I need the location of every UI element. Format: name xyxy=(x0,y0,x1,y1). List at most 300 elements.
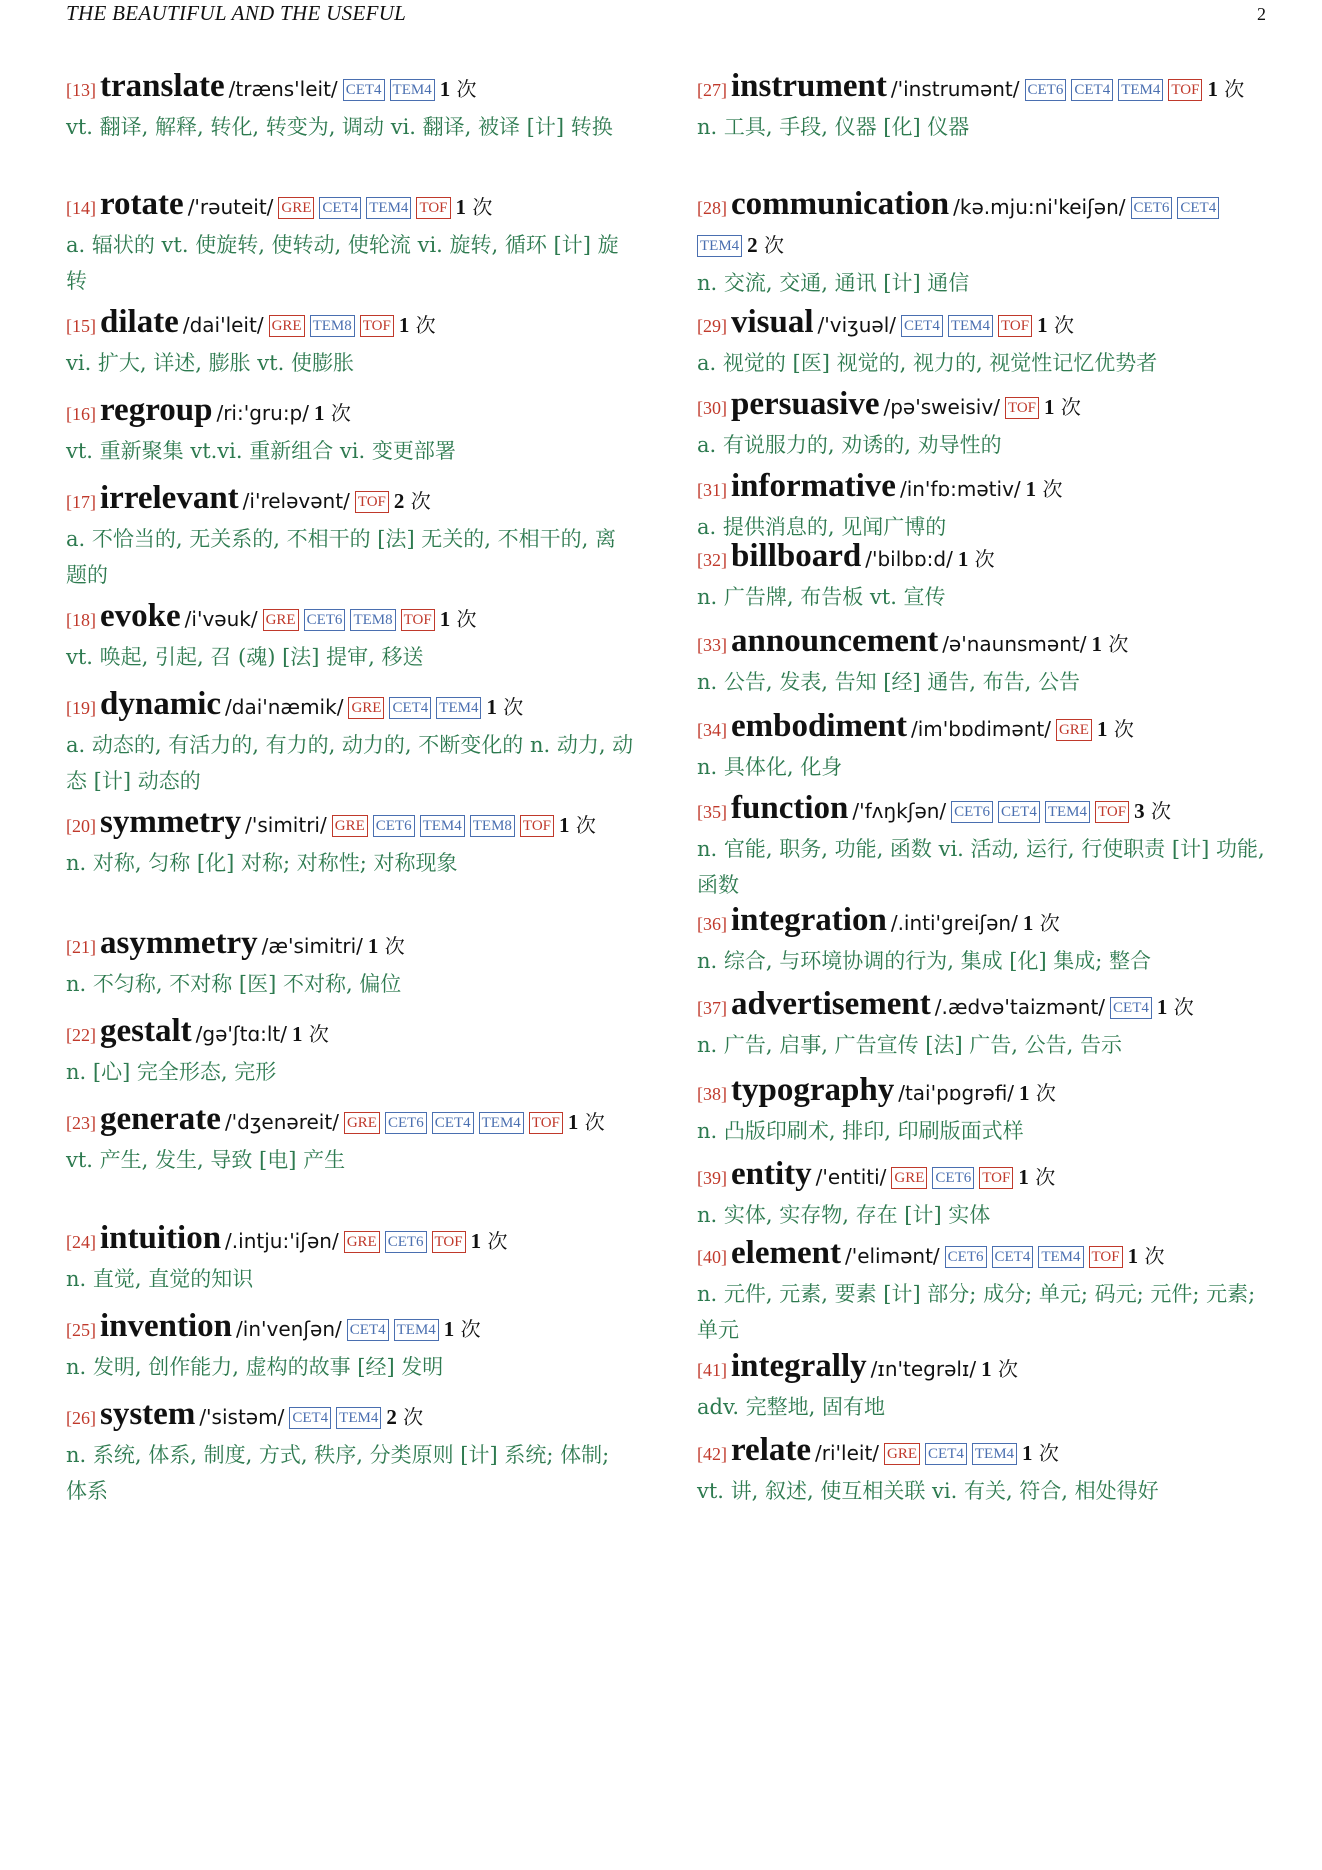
exam-tag-gre: GRE xyxy=(269,315,305,337)
word-entry xyxy=(697,68,1267,145)
frequency-count: 1 次 xyxy=(398,313,436,337)
frequency-count: 1 次 xyxy=(1091,632,1129,656)
count-number: 1 xyxy=(1156,995,1168,1019)
headword: irrelevant xyxy=(100,480,239,516)
exam-tag-tem4: TEM4 xyxy=(366,197,411,219)
definition: n. 综合, 与环境协调的行为, 集成 [化] 集成; 整合 xyxy=(697,949,1152,973)
phonetic: /.inti'greiʃən/ xyxy=(890,911,1018,935)
frequency-count: 1 次 xyxy=(1044,395,1081,419)
entry-headline xyxy=(697,1156,1267,1197)
entry-index: [13] xyxy=(66,80,96,100)
entry-headline xyxy=(697,623,1267,664)
entry-headline xyxy=(66,392,636,433)
word-entry xyxy=(697,708,1267,785)
entry-index: [28] xyxy=(697,198,727,218)
entry-index: [31] xyxy=(697,480,727,500)
entry-index: [14] xyxy=(66,198,96,218)
exam-tag-cet4: CET4 xyxy=(992,1246,1034,1268)
headword: announcement xyxy=(731,623,939,659)
word-entry xyxy=(66,598,636,675)
frequency-count: 1 次 xyxy=(559,813,596,837)
exam-tag-cet4: CET4 xyxy=(432,1112,474,1134)
exam-tag-tem4: TEM4 xyxy=(420,815,465,837)
count-number: 1 xyxy=(957,547,969,571)
frequency-count: 1 次 xyxy=(486,695,524,719)
headword: symmetry xyxy=(100,804,242,840)
definition: n. 不匀称, 不对称 [医] 不对称, 偏位 xyxy=(66,972,402,996)
frequency-count: 1 次 xyxy=(1127,1244,1165,1268)
page-header xyxy=(66,0,1266,36)
definition: a. 有说服力的, 劝诱的, 劝导性的 xyxy=(697,433,1002,457)
exam-tag-tem4: TEM4 xyxy=(336,1407,381,1429)
phonetic: /ri:'gru:p/ xyxy=(216,401,309,425)
definition: a. 辐状的 vt. 使旋转, 使转动, 使轮流 vi. 旋转, 循环 [计] 旋转 xyxy=(66,233,619,293)
entry-headline xyxy=(66,1396,636,1437)
count-number: 1 xyxy=(567,1110,579,1134)
frequency-count: 1 次 xyxy=(470,1229,508,1253)
entry-index: [18] xyxy=(66,610,96,630)
headword: dynamic xyxy=(100,686,222,722)
frequency-count: 1 次 xyxy=(1207,77,1245,101)
headword: integration xyxy=(731,902,887,938)
exam-tag-tof: TOF xyxy=(416,197,450,219)
exam-tag-tem4: TEM4 xyxy=(479,1112,524,1134)
frequency-count: 1 次 xyxy=(455,195,493,219)
frequency-count: 1 次 xyxy=(1022,1441,1059,1465)
frequency-count: 1 次 xyxy=(439,77,477,101)
frequency-count: 1 次 xyxy=(292,1022,329,1046)
definition: n. [心] 完全形态, 完形 xyxy=(66,1060,277,1084)
headword: gestalt xyxy=(100,1013,192,1049)
entry-headline xyxy=(697,468,1267,509)
headword: advertisement xyxy=(731,986,931,1022)
exam-tag-tof: TOF xyxy=(1089,1246,1123,1268)
frequency-count: 2 次 xyxy=(393,489,431,513)
headword: function xyxy=(731,790,849,826)
count-number: 1 xyxy=(981,1357,992,1381)
headword: persuasive xyxy=(731,386,880,422)
entry-headline xyxy=(66,925,636,966)
exam-tag-tof: TOF xyxy=(401,609,435,631)
entry-index: [41] xyxy=(697,1360,727,1380)
count-number: 1 xyxy=(398,313,410,337)
word-entry xyxy=(697,1432,1267,1509)
word-entry xyxy=(66,480,636,593)
headword: element xyxy=(731,1235,841,1271)
word-entry xyxy=(66,304,636,381)
count-number: 1 xyxy=(470,1229,482,1253)
phonetic: /dai'leit/ xyxy=(182,313,264,337)
entry-headline xyxy=(66,68,636,109)
phonetic: /'simitri/ xyxy=(245,813,327,837)
exam-tag-gre: GRE xyxy=(278,197,314,219)
exam-tag-cet4: CET4 xyxy=(289,1407,331,1429)
frequency-count: 1 次 xyxy=(957,547,995,571)
word-entry xyxy=(697,1072,1267,1149)
exam-tag-tem8: TEM8 xyxy=(470,815,515,837)
exam-tag-cet4: CET4 xyxy=(319,197,361,219)
word-entry xyxy=(66,686,636,799)
count-number: 2 xyxy=(747,233,758,257)
definition: n. 官能, 职务, 功能, 函数 vi. 活动, 运行, 行使职责 [计] 功能, 函数 xyxy=(697,837,1265,897)
entry-headline xyxy=(697,1072,1267,1113)
definition: vt. 唤起, 引起, 召 (魂) [法] 提审, 移送 xyxy=(66,645,424,669)
definition: n. 交流, 交通, 通讯 [计] 通信 xyxy=(697,271,970,295)
count-number: 1 xyxy=(559,813,570,837)
phonetic: /i'reləvənt/ xyxy=(242,489,350,513)
entry-headline xyxy=(697,1235,1267,1276)
definition: vt. 产生, 发生, 导致 [电] 产生 xyxy=(66,1148,346,1172)
entry-headline xyxy=(66,1101,636,1142)
definition: n. 广告牌, 布告板 vt. 宣传 xyxy=(697,585,946,609)
frequency-count: 1 次 xyxy=(1096,717,1134,741)
word-entry xyxy=(697,386,1267,463)
exam-tag-gre: GRE xyxy=(891,1167,927,1189)
entry-headline xyxy=(66,480,636,521)
count-number: 1 xyxy=(1091,632,1102,656)
frequency-count: 1 次 xyxy=(1019,1081,1056,1105)
headword: typography xyxy=(731,1072,895,1108)
phonetic: /im'bɒdimənt/ xyxy=(911,717,1051,741)
exam-tag-cet6: CET6 xyxy=(951,801,993,823)
count-number: 1 xyxy=(1044,395,1055,419)
exam-tag-tof: TOF xyxy=(1168,79,1202,101)
count-number: 1 xyxy=(314,401,325,425)
entry-headline xyxy=(697,386,1267,427)
headword: informative xyxy=(731,468,896,504)
entry-headline xyxy=(697,186,1267,265)
exam-tag-cet6: CET6 xyxy=(945,1246,987,1268)
exam-tag-cet6: CET6 xyxy=(932,1167,974,1189)
entry-headline xyxy=(66,1220,636,1261)
definition: vt. 讲, 叙述, 使互相关联 vi. 有关, 符合, 相处得好 xyxy=(697,1479,1159,1503)
entry-index: [38] xyxy=(697,1084,727,1104)
phonetic: /'elimənt/ xyxy=(844,1244,940,1268)
entry-index: [25] xyxy=(66,1320,96,1340)
definition: adv. 完整地, 固有地 xyxy=(697,1395,886,1419)
exam-tag-tem8: TEM8 xyxy=(310,315,355,337)
entry-headline xyxy=(697,708,1267,749)
word-entry xyxy=(66,1308,636,1385)
page-number: 2 xyxy=(1257,4,1266,24)
running-title: THE BEAUTIFUL AND THE USEFUL xyxy=(66,1,407,25)
headword: entity xyxy=(731,1156,812,1192)
definition: n. 公告, 发表, 告知 [经] 通告, 布告, 公告 xyxy=(697,670,1081,694)
headword: visual xyxy=(731,304,814,340)
exam-tag-tem8: TEM8 xyxy=(350,609,395,631)
exam-tag-cet4: CET4 xyxy=(343,79,385,101)
exam-tag-tem4: TEM4 xyxy=(394,1319,439,1341)
word-entry xyxy=(66,804,636,881)
headword: evoke xyxy=(100,598,181,634)
phonetic: /'sistəm/ xyxy=(199,1405,285,1429)
exam-tag-gre: GRE xyxy=(884,1443,920,1465)
exam-tag-cet4: CET4 xyxy=(347,1319,389,1341)
definition: n. 工具, 手段, 仪器 [化] 仪器 xyxy=(697,115,970,139)
exam-tag-tof: TOF xyxy=(432,1231,466,1253)
frequency-count: 1 次 xyxy=(1022,911,1060,935)
phonetic: /æ'simitri/ xyxy=(261,934,363,958)
entry-headline xyxy=(697,902,1267,943)
headword: relate xyxy=(731,1432,812,1468)
definition: n. 元件, 元素, 要素 [计] 部分; 成分; 单元; 码元; 元件; 元素; 单元 xyxy=(697,1282,1256,1342)
phonetic: /ə'naunsmənt/ xyxy=(942,632,1087,656)
phonetic: /.intju:'iʃən/ xyxy=(225,1229,339,1253)
headword: dilate xyxy=(100,304,179,340)
count-number: 1 xyxy=(367,934,379,958)
frequency-count: 2 次 xyxy=(747,233,785,257)
count-number: 1 xyxy=(1127,1244,1139,1268)
entry-headline xyxy=(66,686,636,727)
count-number: 1 xyxy=(1019,1081,1030,1105)
count-number: 1 xyxy=(292,1022,303,1046)
entry-index: [40] xyxy=(697,1247,727,1267)
entry-index: [35] xyxy=(697,802,727,822)
exam-tag-cet4: CET4 xyxy=(1177,197,1219,219)
count-number: 2 xyxy=(393,489,405,513)
word-entry xyxy=(66,186,636,299)
definition: n. 广告, 启事, 广告宣传 [法] 广告, 公告, 告示 xyxy=(697,1033,1123,1057)
entry-headline xyxy=(66,1013,636,1054)
frequency-count: 1 次 xyxy=(443,1317,481,1341)
exam-tag-gre: GRE xyxy=(348,697,384,719)
count-number: 1 xyxy=(1025,477,1037,501)
headword: invention xyxy=(100,1308,233,1344)
headword: embodiment xyxy=(731,708,907,744)
definition: n. 发明, 创作能力, 虚构的故事 [经] 发明 xyxy=(66,1355,444,1379)
count-number: 1 xyxy=(443,1317,455,1341)
word-entry xyxy=(697,468,1267,545)
exam-tag-tof: TOF xyxy=(355,491,389,513)
exam-tag-cet6: CET6 xyxy=(1025,79,1067,101)
count-number: 1 xyxy=(486,695,497,719)
definition: n. 直觉, 直觉的知识 xyxy=(66,1267,254,1291)
frequency-count: 1 次 xyxy=(981,1357,1018,1381)
entry-headline xyxy=(697,986,1267,1027)
phonetic: /'viʒuəl/ xyxy=(817,313,897,337)
word-entry xyxy=(697,304,1267,381)
phonetic: /ɪn'tegrəlɪ/ xyxy=(870,1357,977,1381)
exam-tag-cet4: CET4 xyxy=(389,697,431,719)
definition: vi. 扩大, 详述, 膨胀 vt. 使膨胀 xyxy=(66,351,354,375)
exam-tag-gre: GRE xyxy=(344,1231,380,1253)
frequency-count: 1 次 xyxy=(439,607,477,631)
word-entry xyxy=(697,1235,1267,1348)
phonetic: /gə'ʃtɑ:lt/ xyxy=(195,1022,288,1046)
phonetic: /in'fɒ:mətiv/ xyxy=(899,477,1021,501)
definition: n. 实体, 实存物, 存在 [计] 实体 xyxy=(697,1203,991,1227)
entry-index: [29] xyxy=(697,316,727,336)
word-entry xyxy=(66,1220,636,1297)
word-entry xyxy=(66,1101,636,1178)
entry-headline xyxy=(66,598,636,639)
phonetic: /'fʌŋkʃən/ xyxy=(852,799,947,823)
entry-headline xyxy=(66,304,636,345)
frequency-count: 3 次 xyxy=(1134,799,1171,823)
word-entry xyxy=(66,1396,636,1509)
exam-tag-tem4: TEM4 xyxy=(436,697,481,719)
word-entry xyxy=(66,1013,636,1090)
frequency-count: 1 次 xyxy=(1156,995,1194,1019)
definition: a. 动态的, 有活力的, 有力的, 动力的, 不断变化的 n. 动力, 动态 [计] 动态的 xyxy=(66,733,634,793)
word-entry xyxy=(697,986,1267,1063)
entry-index: [33] xyxy=(697,635,727,655)
definition: a. 不恰当的, 无关系的, 不相干的 [法] 无关的, 不相干的, 离题的 xyxy=(66,527,617,587)
entry-headline xyxy=(697,1348,1267,1389)
count-number: 1 xyxy=(1022,911,1034,935)
exam-tag-tem4: TEM4 xyxy=(697,235,742,257)
exam-tag-tem4: TEM4 xyxy=(948,315,993,337)
headword: asymmetry xyxy=(100,925,258,961)
definition: n. 凸版印刷术, 排印, 印刷版面式样 xyxy=(697,1119,1024,1143)
entry-index: [39] xyxy=(697,1168,727,1188)
entry-index: [21] xyxy=(66,937,96,957)
entry-headline xyxy=(697,68,1267,109)
definition: vt. 重新聚集 vt.vi. 重新组合 vi. 变更部署 xyxy=(66,439,456,463)
entry-index: [27] xyxy=(697,80,727,100)
entry-index: [17] xyxy=(66,492,96,512)
headword: instrument xyxy=(731,68,887,104)
entry-headline xyxy=(66,186,636,227)
count-number: 1 xyxy=(1018,1165,1029,1189)
word-entry xyxy=(66,68,636,145)
exam-tag-tof: TOF xyxy=(979,1167,1013,1189)
headword: system xyxy=(100,1396,196,1432)
exam-tag-cet4: CET4 xyxy=(1071,79,1113,101)
phonetic: /'entiti/ xyxy=(815,1165,887,1189)
phonetic: /ri'leit/ xyxy=(815,1441,880,1465)
word-entry xyxy=(697,186,1267,301)
headword: intuition xyxy=(100,1220,222,1256)
exam-tag-gre: GRE xyxy=(1056,719,1092,741)
phonetic: /kə.mju:ni'keiʃən/ xyxy=(953,195,1126,219)
exam-tag-cet6: CET6 xyxy=(385,1112,427,1134)
exam-tag-cet4: CET4 xyxy=(998,801,1040,823)
count-number: 2 xyxy=(386,1405,397,1429)
headword: integrally xyxy=(731,1348,867,1384)
count-number: 1 xyxy=(1037,313,1048,337)
count-number: 1 xyxy=(439,607,451,631)
definition: n. 对称, 匀称 [化] 对称; 对称性; 对称现象 xyxy=(66,851,458,875)
exam-tag-cet6: CET6 xyxy=(373,815,415,837)
definition: vt. 翻译, 解释, 转化, 转变为, 调动 vi. 翻译, 被译 [计] 转换 xyxy=(66,115,613,139)
headword: translate xyxy=(100,68,225,104)
word-entry xyxy=(697,902,1267,979)
frequency-count: 1 次 xyxy=(567,1110,605,1134)
exam-tag-cet6: CET6 xyxy=(304,609,346,631)
headword: billboard xyxy=(731,538,862,574)
headword: generate xyxy=(100,1101,221,1137)
definition: a. 提供消息的, 见闻广博的 xyxy=(697,515,947,539)
headword: regroup xyxy=(100,392,213,428)
exam-tag-cet6: CET6 xyxy=(385,1231,427,1253)
entry-headline xyxy=(697,1432,1267,1473)
word-entry xyxy=(697,1348,1267,1425)
phonetic: /'instrumənt/ xyxy=(890,77,1020,101)
exam-tag-cet6: CET6 xyxy=(1131,197,1173,219)
exam-tag-gre: GRE xyxy=(332,815,368,837)
exam-tag-gre: GRE xyxy=(263,609,299,631)
phonetic: /dai'næmik/ xyxy=(225,695,344,719)
exam-tag-cet4: CET4 xyxy=(925,1443,967,1465)
entry-index: [26] xyxy=(66,1408,96,1428)
entry-index: [20] xyxy=(66,816,96,836)
entry-headline xyxy=(66,804,636,845)
count-number: 3 xyxy=(1134,799,1145,823)
exam-tag-tem4: TEM4 xyxy=(1038,1246,1083,1268)
count-number: 1 xyxy=(439,77,451,101)
exam-tag-tof: TOF xyxy=(1005,397,1039,419)
exam-tag-tem4: TEM4 xyxy=(972,1443,1017,1465)
phonetic: /'bilbɒ:d/ xyxy=(865,547,953,571)
exam-tag-cet4: CET4 xyxy=(901,315,943,337)
exam-tag-tof: TOF xyxy=(1095,801,1129,823)
frequency-count: 1 次 xyxy=(314,401,351,425)
phonetic: /pə'sweisiv/ xyxy=(883,395,1000,419)
entry-index: [30] xyxy=(697,398,727,418)
word-entry xyxy=(66,925,636,1002)
exam-tag-gre: GRE xyxy=(344,1112,380,1134)
count-number: 1 xyxy=(1207,77,1218,101)
headword: rotate xyxy=(100,186,184,222)
count-number: 1 xyxy=(1022,1441,1033,1465)
frequency-count: 1 次 xyxy=(1037,313,1074,337)
phonetic: /i'vəuk/ xyxy=(184,607,258,631)
frequency-count: 1 次 xyxy=(1025,477,1063,501)
entry-headline xyxy=(697,304,1267,345)
definition: n. 系统, 体系, 制度, 方式, 秩序, 分类原则 [计] 系统; 体制; 体系 xyxy=(66,1443,610,1503)
entry-index: [34] xyxy=(697,720,727,740)
exam-tag-tem4: TEM4 xyxy=(390,79,435,101)
entry-index: [37] xyxy=(697,998,727,1018)
word-entry xyxy=(66,392,636,469)
exam-tag-tof: TOF xyxy=(998,315,1032,337)
entry-index: [16] xyxy=(66,404,96,424)
entry-headline xyxy=(66,1308,636,1349)
word-entry xyxy=(697,1156,1267,1233)
word-entry xyxy=(697,790,1267,903)
entry-index: [36] xyxy=(697,914,727,934)
entry-index: [15] xyxy=(66,316,96,336)
phonetic: /in'venʃən/ xyxy=(236,1317,342,1341)
phonetic: /træns'leit/ xyxy=(228,77,338,101)
entry-index: [22] xyxy=(66,1025,96,1045)
entry-index: [19] xyxy=(66,698,96,718)
exam-tag-tof: TOF xyxy=(529,1112,563,1134)
exam-tag-tem4: TEM4 xyxy=(1045,801,1090,823)
exam-tag-tem4: TEM4 xyxy=(1118,79,1163,101)
phonetic: /tai'pɒgrəfi/ xyxy=(898,1081,1015,1105)
entry-index: [42] xyxy=(697,1444,727,1464)
frequency-count: 1 次 xyxy=(1018,1165,1056,1189)
phonetic: /'rəuteit/ xyxy=(187,195,274,219)
definition: n. 具体化, 化身 xyxy=(697,755,843,779)
entry-index: [32] xyxy=(697,550,727,570)
phonetic: /.ædvə'taizmənt/ xyxy=(934,995,1106,1019)
exam-tag-tof: TOF xyxy=(520,815,554,837)
count-number: 1 xyxy=(455,195,467,219)
frequency-count: 2 次 xyxy=(386,1405,424,1429)
exam-tag-cet4: CET4 xyxy=(1110,997,1152,1019)
word-entry xyxy=(697,538,1267,615)
entry-headline xyxy=(697,538,1267,579)
frequency-count: 1 次 xyxy=(367,934,405,958)
definition: a. 视觉的 [医] 视觉的, 视力的, 视觉性记忆优势者 xyxy=(697,351,1158,375)
entry-headline xyxy=(697,790,1267,831)
count-number: 1 xyxy=(1096,717,1108,741)
exam-tag-tof: TOF xyxy=(360,315,394,337)
entry-index: [23] xyxy=(66,1113,96,1133)
